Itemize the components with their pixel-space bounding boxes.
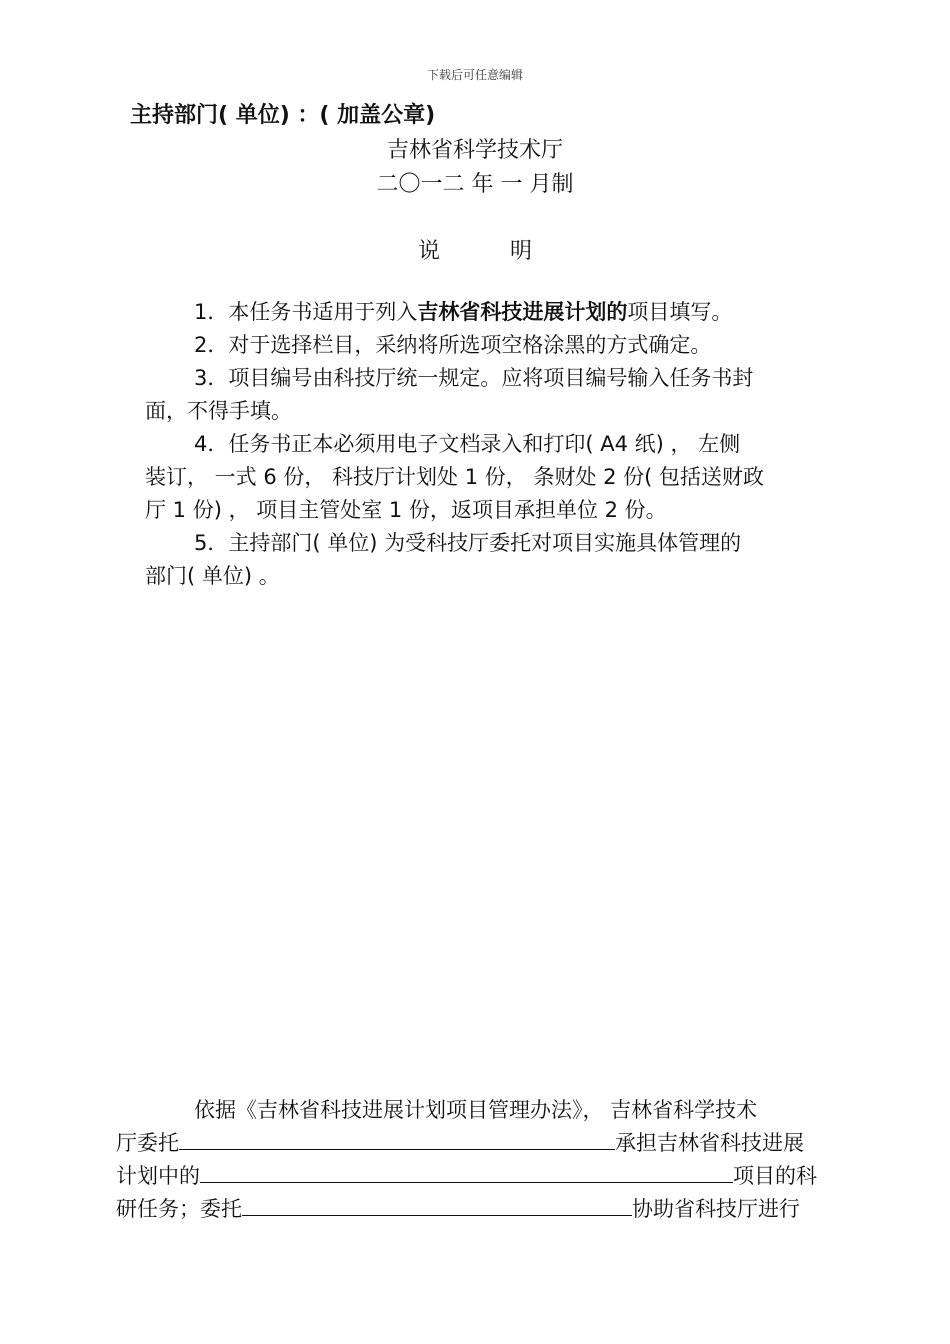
item-1-bold: 吉林省科技进展计划的 [417,300,628,324]
host-department-label: 主持部门( 单位) ：( 加盖公章) [130,103,436,128]
assisting-unit-blank[interactable] [242,1193,632,1216]
bottom-line-2-post: 承担吉林省科技进展 [615,1131,804,1155]
bottom-line-2-pre: 厅委托 [116,1131,179,1155]
bottom-line-4-post: 协助省科技厅进行 [632,1197,800,1221]
header-note: 下载后可任意编辑 [426,68,523,82]
item-4-line-1: 4．任务书正本必须用电子文档录入和打印( A4 纸) ， 左侧 [194,432,741,456]
item-3-line-2: 面，不得手填。 [145,399,292,423]
item-5-line-1: 5．主持部门( 单位) 为受科技厅委托对项目实施具体管理的 [194,531,742,555]
project-name-blank[interactable] [200,1160,733,1183]
item-4-line-2: 装订， 一式 6 份， 科技厅计划处 1 份， 条财处 2 份( 包括送财政 [145,465,765,489]
item-1 [194,296,732,329]
entrusted-unit-blank[interactable] [179,1127,615,1150]
bottom-line-4-pre: 研任务；委托 [116,1197,242,1221]
bottom-line-3-pre: 计划中的 [116,1164,200,1188]
bottom-line-3 [116,1160,817,1193]
item-1-pre: 1．本任务书适用于列入 [194,300,418,324]
bottom-line-4 [116,1193,800,1226]
item-5-line-2: 部门( 单位) 。 [145,564,280,588]
bottom-line-1: 依据《吉林省科技进展计划项目管理办法》， 吉林省科学技术 [194,1098,758,1122]
item-3-line-1: 3．项目编号由科技厅统一规定。应将项目编号输入任务书封 [194,366,754,390]
item-4-line-3: 厅 1 份) ， 项目主管处室 1 份，返项目承担单位 2 份。 [145,498,667,522]
item-1-post: 项目填写。 [627,300,733,324]
issue-date: 二〇一二 年 一 月制 [376,172,574,197]
organization-name: 吉林省科学技术厅 [386,138,563,163]
instructions-title: 说明 [417,239,602,264]
item-2: 2．对于选择栏目，采纳将所选项空格涂黑的方式确定。 [194,333,712,357]
bottom-line-3-post: 项目的科 [733,1164,817,1188]
bottom-line-2 [116,1127,804,1160]
